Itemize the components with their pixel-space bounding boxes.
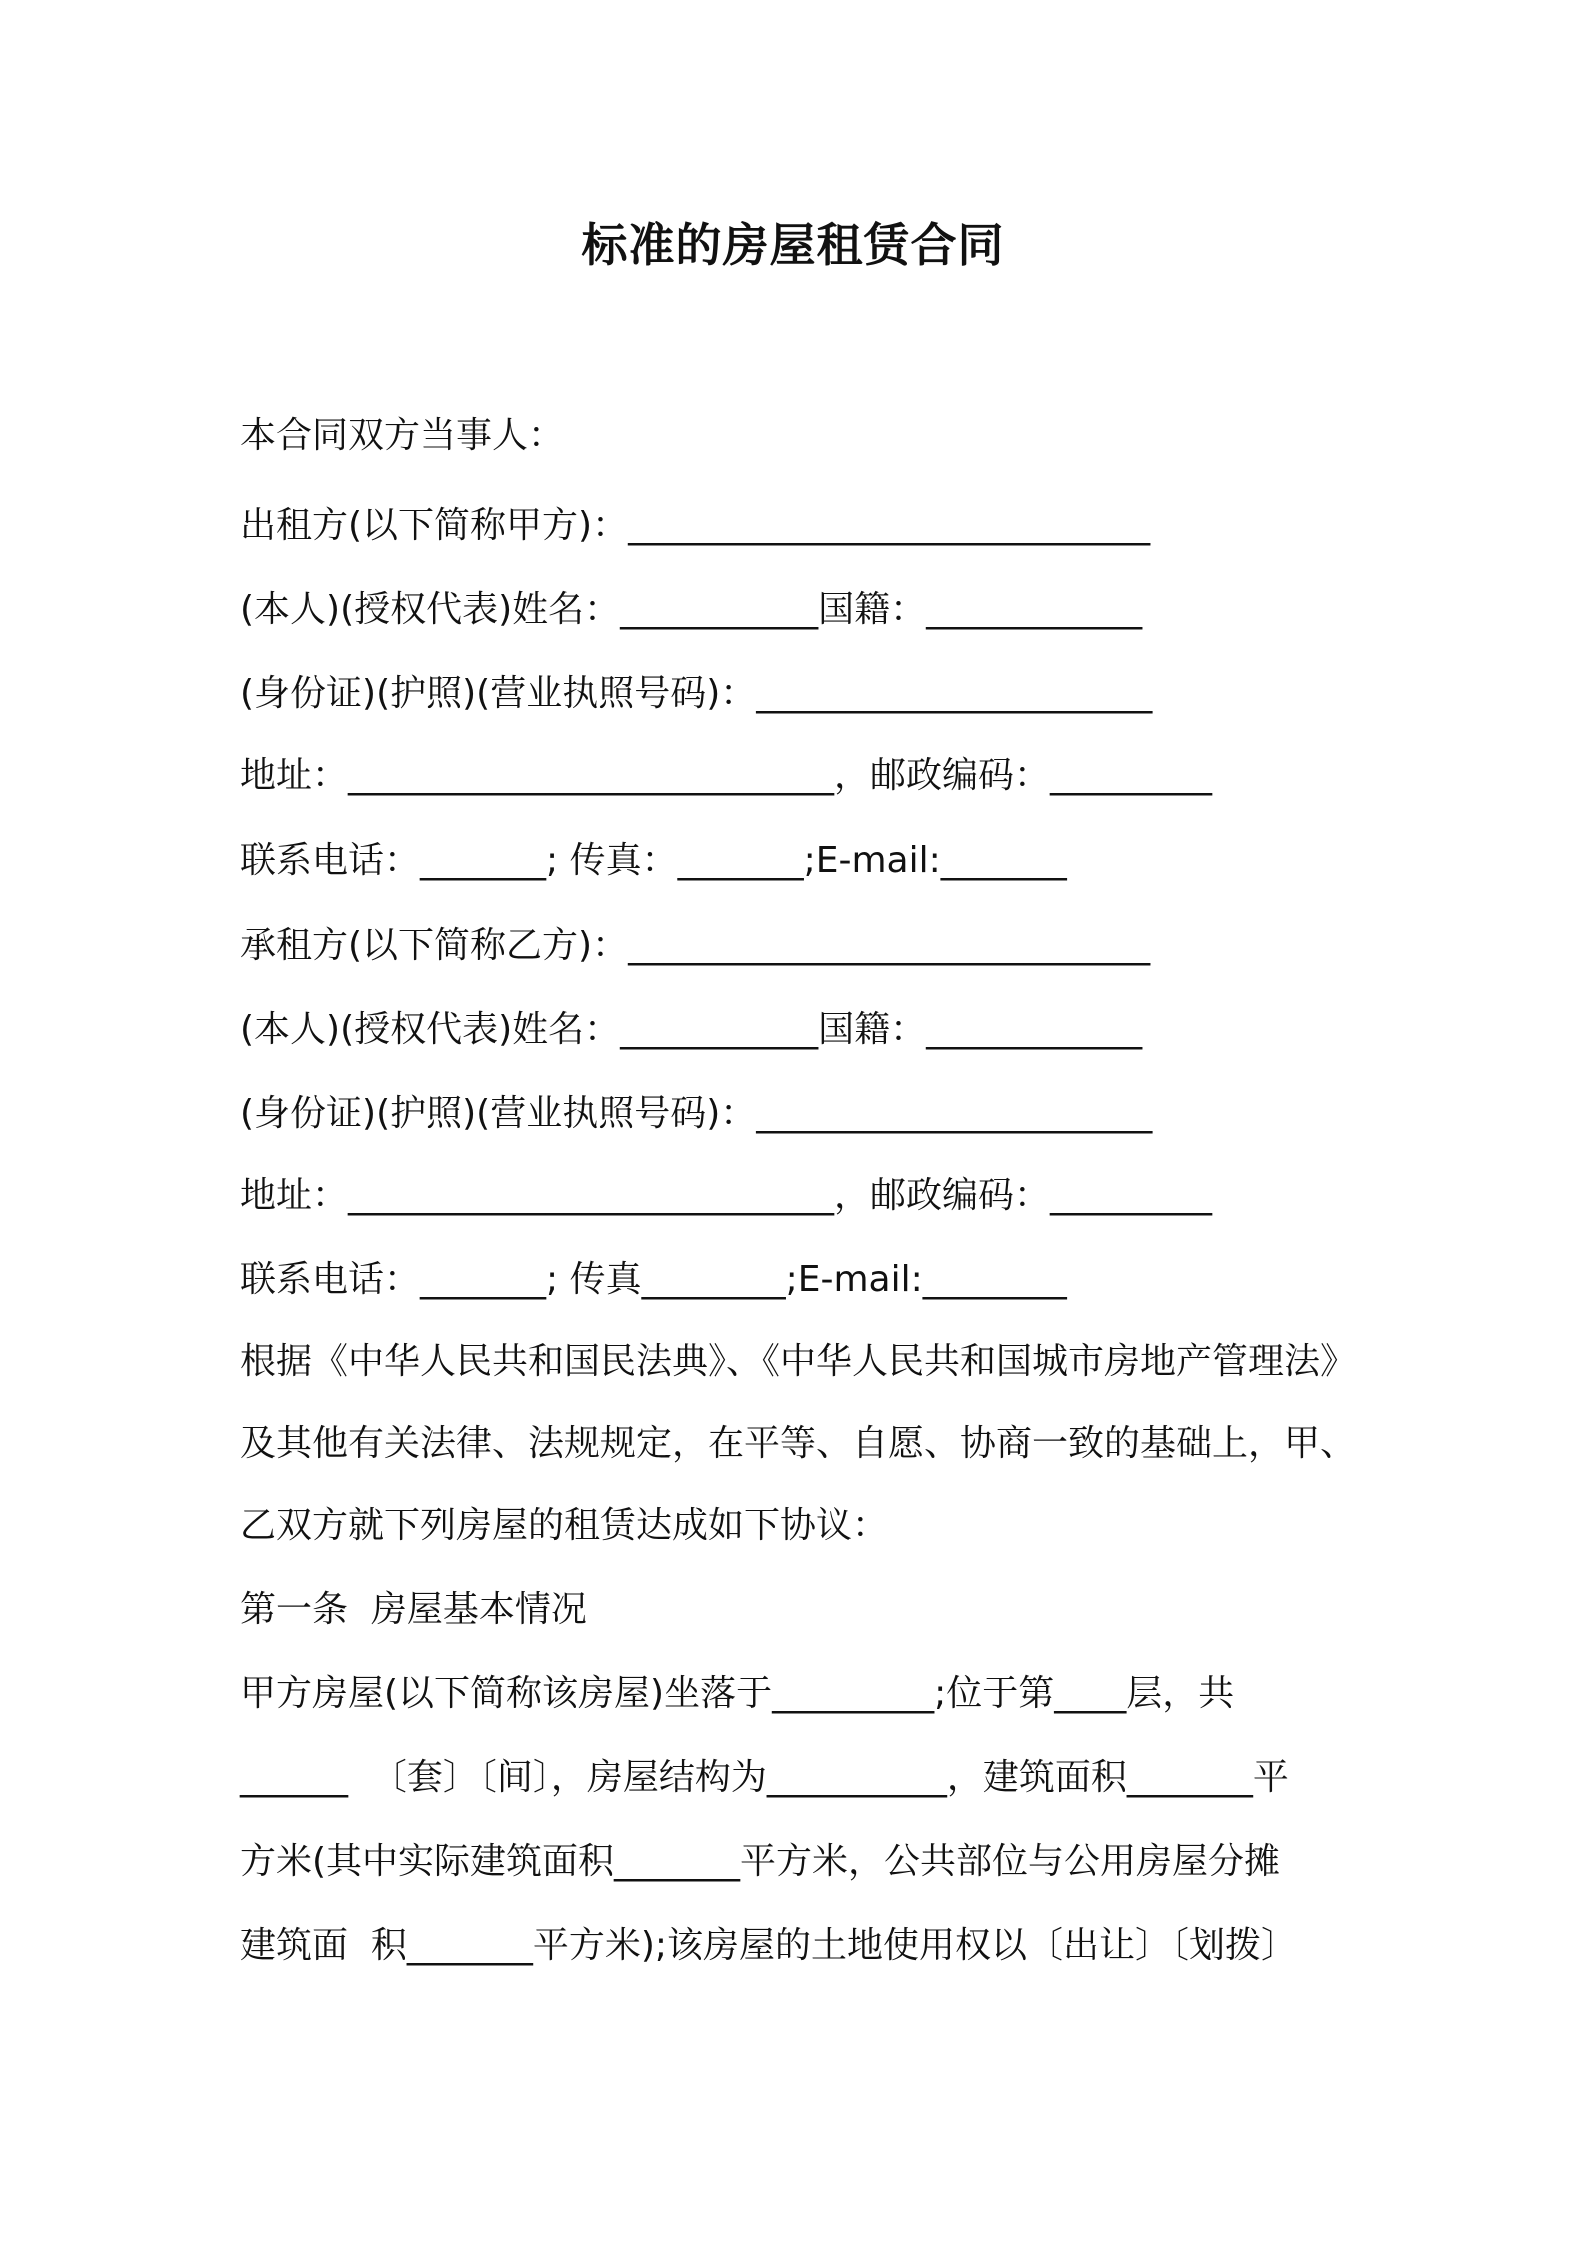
- lessee-line: 承租方(以下简称乙方)：_____________________________: [240, 925, 1151, 966]
- document-title: 标准的房屋租赁合同: [581, 218, 1005, 272]
- paragraph-line: 乙双方就下列房屋的租赁达成如下协议：: [240, 1505, 889, 1546]
- article-heading: 第一条 房屋基本情况: [240, 1589, 587, 1630]
- paragraph-line: 甲方房屋(以下简称该房屋)坐落于_________;位于第____层，共: [240, 1673, 1235, 1714]
- paragraph-line: 建筑面 积_______平方米);该房屋的土地使用权以〔出让〕〔划拨〕: [240, 1925, 1298, 1966]
- paragraph-line: 方米(其中实际建筑面积_______平方米，公共部位与公用房屋分摊: [240, 1841, 1281, 1882]
- lessor-contact-line: 联系电话：_______; 传真：_______;E-mail:_______: [240, 840, 1067, 881]
- parties-heading: 本合同双方当事人：: [240, 415, 565, 456]
- lessee-id-line: (身份证)(护照)(营业执照号码)：______________________: [240, 1093, 1153, 1134]
- paragraph-line: ______ 〔套〕〔间〕，房屋结构为__________，建筑面积_______平: [240, 1757, 1289, 1798]
- lessee-name-nationality-line: (本人)(授权代表)姓名：___________国籍：____________: [240, 1009, 1143, 1050]
- lessor-address-line: 地址：___________________________，邮政编码：_________: [240, 755, 1213, 796]
- lessee-address-line: 地址：___________________________，邮政编码：_________: [240, 1175, 1213, 1216]
- lessor-line: 出租方(以下简称甲方)：_____________________________: [240, 505, 1151, 546]
- paragraph-line: 及其他有关法律、法规规定，在平等、自愿、协商一致的基础上，甲、: [240, 1423, 1357, 1464]
- lessee-contact-line: 联系电话：_______; 传真________;E-mail:________: [240, 1259, 1067, 1300]
- paragraph-line: 根据《中华人民共和国民法典》、《中华人民共和国城市房地产管理法》: [240, 1341, 1357, 1382]
- lessor-name-nationality-line: (本人)(授权代表)姓名：___________国籍：____________: [240, 589, 1143, 630]
- lessor-id-line: (身份证)(护照)(营业执照号码)：______________________: [240, 673, 1153, 714]
